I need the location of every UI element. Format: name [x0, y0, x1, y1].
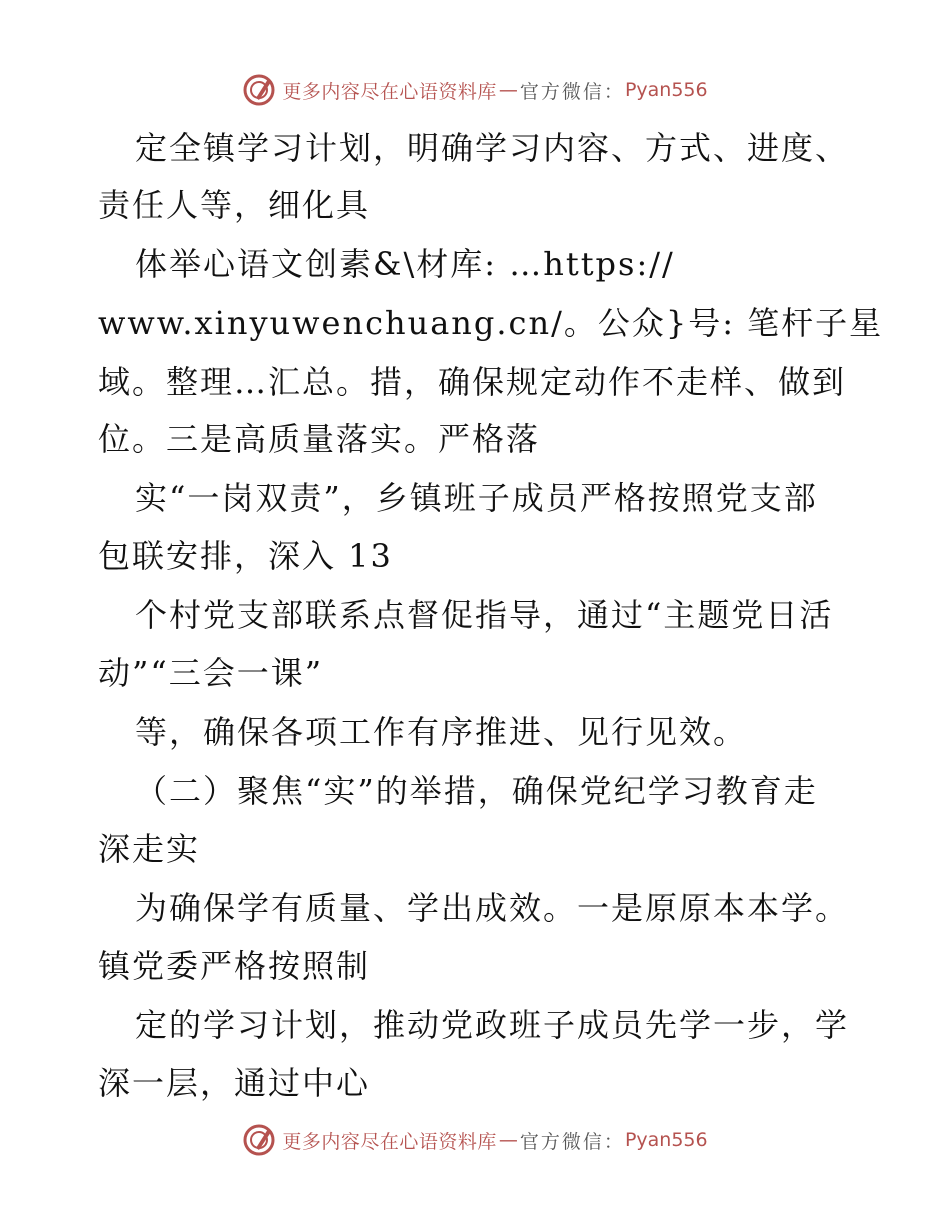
body-line: 镇党委严格按照制 [98, 947, 371, 985]
logo-icon [242, 73, 276, 107]
watermark-title: 更多内容尽在心语资料库 [282, 1130, 497, 1153]
body-line: 深走实 [98, 830, 201, 868]
watermark-dash: — [498, 1129, 518, 1151]
body-line: 为确保学有质量、学出成效。一是原原本本学。 [135, 889, 850, 927]
body-line: 等，确保各项工作有序推进、见行见效。 [135, 713, 748, 751]
watermark-wechat-id: Pyan556 [624, 79, 708, 101]
header-watermark [0, 70, 950, 110]
body-line: www.xinyuwenchuang.cn/。公众}号: 笔杆子星 [98, 304, 884, 342]
watermark-subtitle: 官方微信： [519, 80, 625, 103]
watermark-dash: — [498, 79, 518, 101]
logo-icon [242, 1123, 276, 1157]
body-line: 定全镇学习计划，明确学习内容、方式、进度、 [135, 129, 850, 167]
body-line: 责任人等，细化具 [98, 186, 371, 224]
watermark-title: 更多内容尽在心语资料库 [282, 80, 497, 103]
body-line: 深一层，通过中心 [98, 1064, 371, 1102]
body-line: 位。三是高质量落实。严格落 [98, 420, 541, 458]
watermark-wechat-id: Pyan556 [624, 1129, 708, 1151]
watermark-subtitle: 官方微信： [519, 1130, 625, 1153]
body-line: （二）聚焦“实”的举措，确保党纪学习教育走 [135, 772, 818, 810]
body-line: 实“一岗双责”，乡镇班子成员严格按照党支部 [135, 479, 818, 517]
body-line: 定的学习计划，推动党政班子成员先学一步，学 [135, 1006, 850, 1044]
body-line: 域。整理…汇总。措，确保规定动作不走样、做到 [98, 363, 847, 401]
body-line: 体举心语文创素&\材库: …https:// [135, 245, 675, 283]
body-line: 动”“三会一课” [98, 654, 324, 692]
body-line: 包联安排，深入 13 [98, 537, 393, 575]
body-line: 个村党支部联系点督促指导，通过“主题党日活 [135, 596, 834, 634]
footer-watermark [0, 1120, 950, 1160]
